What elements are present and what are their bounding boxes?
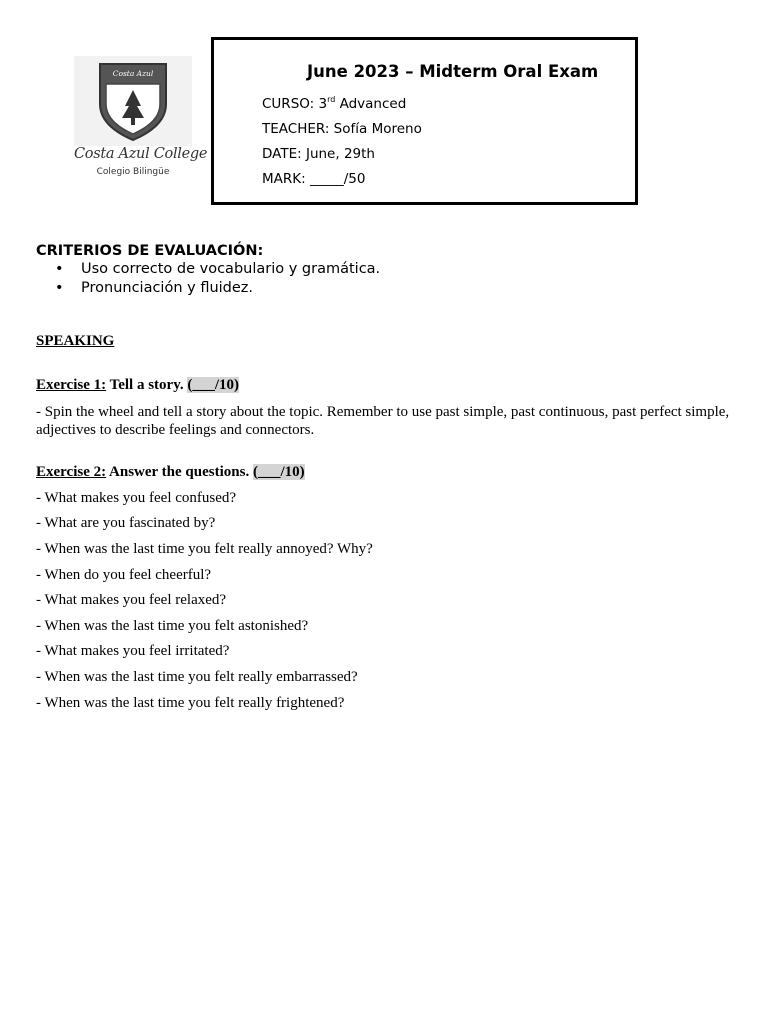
exercise-2-title: Answer the questions. — [106, 464, 253, 480]
mark-line: MARK: _____/50 — [262, 171, 366, 187]
criteria-item-text: Pronunciación y fluidez. — [81, 280, 254, 296]
teacher-line: TEACHER: Sofía Moreno — [262, 121, 422, 137]
curso-line — [262, 96, 406, 112]
criteria-heading: CRITERIOS DE EVALUACIÓN: — [36, 243, 264, 259]
logo-name: Costa Azul College — [74, 146, 208, 162]
exercise-2-heading — [36, 464, 305, 481]
exercise-1-title: Tell a story. — [106, 377, 188, 393]
question-item: - When was the last time you felt really annoyed? Why? — [36, 541, 373, 557]
exam-header-box — [211, 37, 638, 205]
school-logo — [74, 56, 208, 186]
exam-title: June 2023 – Midterm Oral Exam — [307, 62, 599, 81]
logo-subtitle: Colegio Bilingüe — [96, 167, 170, 177]
criteria-item — [55, 261, 380, 280]
criteria-list — [55, 261, 380, 299]
crest-text: Costa Azul — [112, 69, 154, 78]
exercise-1-heading — [36, 377, 239, 394]
question-item: - What makes you feel irritated? — [36, 643, 230, 659]
question-item: - When was the last time you felt really embarrassed? — [36, 669, 358, 685]
speaking-heading: SPEAKING — [36, 333, 115, 349]
exercise-2-label: Exercise 2: — [36, 464, 107, 480]
date-line: DATE: June, 29th — [262, 146, 375, 162]
criteria-item — [55, 280, 380, 299]
exercise-1-score: (___/10) — [187, 377, 240, 393]
question-item: - When do you feel cheerful? — [36, 567, 212, 583]
curso-prefix: CURSO: 3 — [262, 96, 328, 112]
exercise-1-label: Exercise 1: — [36, 377, 107, 393]
curso-superscript: rd — [327, 95, 336, 104]
exercise-1-instruction: - Spin the wheel and tell a story about the topic. Remember to use past simple, past continuous, past perfect simple, adjectives to describe feelings and connectors. — [36, 404, 730, 438]
bullet-icon: • — [55, 261, 64, 277]
school-crest-icon — [74, 56, 192, 146]
criteria-item-text: Uso correcto de vocabulario y gramática. — [81, 261, 381, 277]
question-item: - What makes you feel relaxed? — [36, 592, 227, 608]
question-item: - When was the last time you felt astonished? — [36, 618, 309, 634]
question-item: - What makes you feel confused? — [36, 490, 237, 506]
bullet-icon: • — [55, 280, 64, 296]
question-item: - When was the last time you felt really frightened? — [36, 695, 345, 711]
curso-suffix: Advanced — [335, 96, 407, 112]
question-item: - What are you fascinated by? — [36, 515, 216, 531]
exercise-2-score: (___/10) — [252, 464, 305, 480]
